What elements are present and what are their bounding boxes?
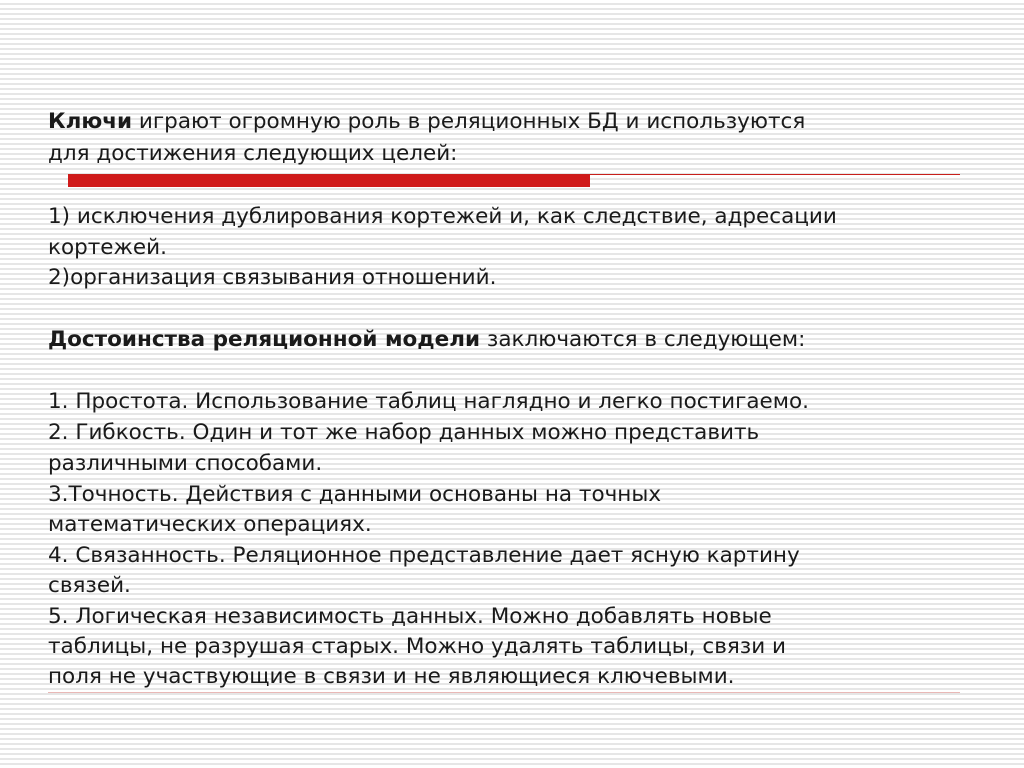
title-divider	[68, 174, 960, 188]
advantages-term: Достоинства реляционной модели	[48, 327, 481, 352]
advantage-line-2: 2. Гибкость. Один и тот же набор данных можно представить	[48, 420, 760, 445]
bottom-rule	[48, 692, 960, 693]
goal-line-1: 1) исключения дублирования кортежей и, как следствие, адресации	[48, 204, 837, 229]
advantage-line-6: 4. Связанность. Реляционное представление дает ясную картину	[48, 543, 800, 568]
divider-accent-bar	[68, 175, 590, 187]
advantage-line-9: таблицы, не разрушая старых. Можно удалять таблицы, связи и	[48, 634, 787, 659]
advantage-line-7: связей.	[48, 573, 131, 598]
goal-line-2: кортежей.	[48, 235, 167, 260]
keys-term: Ключи	[48, 109, 133, 134]
advantage-line-10: поля не участвующие в связи и не являющиеся ключевыми.	[48, 664, 735, 689]
goal-line-3: 2)организация связывания отношений.	[48, 265, 497, 290]
advantage-line-3: различными способами.	[48, 451, 323, 476]
advantage-line-5: математических операциях.	[48, 512, 372, 537]
advantage-line-8: 5. Логическая независимость данных. Можно добавлять новые	[48, 604, 772, 629]
advantages-heading-text: заключаются в следующем:	[480, 327, 806, 352]
advantages-heading	[48, 325, 805, 355]
intro-text: играют огромную роль в реляционных БД и используются	[132, 109, 806, 134]
advantage-line-4: 3.Точность. Действия с данными основаны на точных	[48, 482, 662, 507]
intro-line-1	[48, 107, 805, 137]
advantage-line-1: 1. Простота. Использование таблиц наглядно и легко постигаемо.	[48, 389, 809, 414]
intro-line-2: для достижения следующих целей:	[48, 141, 458, 166]
